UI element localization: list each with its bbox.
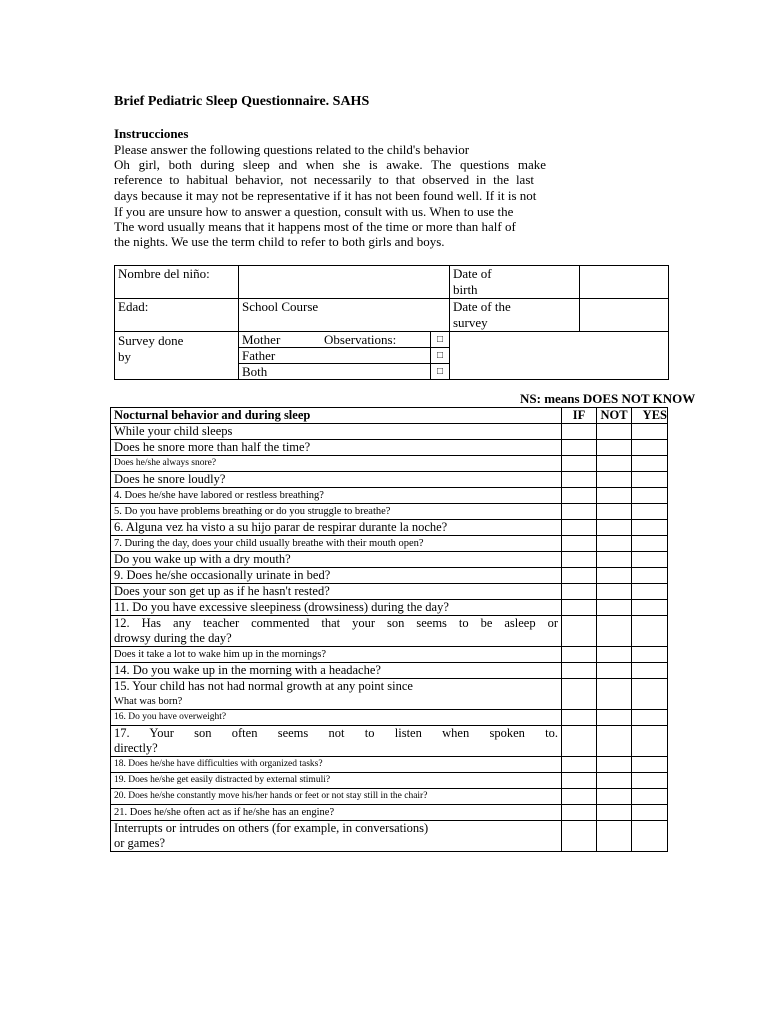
question-cell — [111, 520, 562, 536]
question-cell — [111, 424, 562, 440]
table-row — [111, 647, 668, 663]
answer-if-cell[interactable] — [562, 568, 597, 584]
answer-if-cell[interactable] — [562, 456, 597, 472]
question-cell — [111, 773, 562, 789]
question-text: drowsy during the day? — [114, 631, 232, 645]
answer-if-cell[interactable] — [562, 647, 597, 663]
answer-if-cell[interactable] — [562, 616, 597, 647]
checkbox-mother[interactable]: □ — [431, 332, 450, 348]
question-cell — [111, 616, 562, 647]
answer-yes-cell[interactable] — [632, 472, 668, 488]
table-row — [111, 663, 668, 679]
answer-not-cell[interactable] — [597, 726, 632, 757]
answer-yes-cell[interactable] — [632, 710, 668, 726]
instructions-line: The word usually means that it happens most of the time or more than half of — [114, 219, 516, 234]
col-not-header: NOT — [597, 408, 632, 424]
answer-if-cell[interactable] — [562, 757, 597, 773]
question-text: 18. Does he/she have difficulties with organized tasks? — [114, 759, 323, 769]
question-cell — [111, 821, 562, 852]
table-row — [111, 440, 668, 456]
dob-field[interactable] — [580, 266, 669, 299]
dob-label — [450, 266, 580, 299]
instructions-line: days because it may not be representative if it has not been found well. If it is not — [114, 188, 537, 203]
answer-not-cell[interactable] — [597, 789, 632, 805]
answer-not-cell[interactable] — [597, 552, 632, 568]
answer-yes-cell[interactable] — [632, 821, 668, 852]
survey-date-field[interactable] — [580, 299, 669, 332]
question-cell — [111, 726, 562, 757]
question-text: Does he snore loudly? — [114, 472, 226, 486]
survey-done-label-line: Survey done — [118, 333, 184, 348]
answer-not-cell[interactable] — [597, 424, 632, 440]
survey-date-label-line: Date of the — [453, 299, 511, 314]
question-text: 14. Do you wake up in the morning with a headache? — [114, 663, 381, 677]
answer-not-cell[interactable] — [597, 536, 632, 552]
question-text: directly? — [114, 741, 158, 755]
answer-yes-cell[interactable] — [632, 424, 668, 440]
question-text: 17. Your son often seems not to listen when spoken to. — [114, 726, 558, 740]
table-row — [111, 821, 668, 852]
table-row — [111, 616, 668, 647]
respondent-both: Both — [242, 364, 268, 379]
table-row — [111, 504, 668, 520]
school-course-label: School Course — [239, 299, 450, 332]
question-text: or games? — [114, 836, 166, 850]
answer-yes-cell[interactable] — [632, 726, 668, 757]
table-row — [111, 568, 668, 584]
checkbox-both[interactable]: □ — [431, 364, 450, 380]
question-text: Does your son get up as if he hasn't rested? — [114, 584, 330, 598]
answer-yes-cell[interactable] — [632, 456, 668, 472]
table-row — [111, 520, 668, 536]
table-row — [111, 710, 668, 726]
page-title: Brief Pediatric Sleep Questionnaire. SAHS — [114, 94, 370, 109]
answer-not-cell[interactable] — [597, 679, 632, 710]
table-row — [111, 773, 668, 789]
answer-not-cell[interactable] — [597, 472, 632, 488]
observations-cell[interactable] — [324, 332, 669, 380]
question-text: Does he snore more than half the time? — [114, 440, 311, 454]
question-text: 4. Does he/she have labored or restless breathing? — [114, 490, 324, 501]
answer-yes-cell[interactable] — [632, 552, 668, 568]
respondent-mother: Mother — [239, 332, 431, 348]
answer-if-cell[interactable] — [562, 726, 597, 757]
question-text: Interrupts or intrudes on others (for example, in conversations) — [114, 821, 429, 835]
answer-not-cell[interactable] — [597, 616, 632, 647]
answer-yes-cell[interactable] — [632, 773, 668, 789]
question-cell — [111, 536, 562, 552]
survey-date-label — [450, 299, 580, 332]
answer-yes-cell[interactable] — [632, 520, 668, 536]
question-text: 11. Do you have excessive sleepiness (drowsiness) during the day? — [114, 600, 449, 614]
question-cell — [111, 456, 562, 472]
answer-not-cell[interactable] — [597, 773, 632, 789]
answer-yes-cell[interactable] — [632, 679, 668, 710]
table-row — [111, 600, 668, 616]
question-cell — [111, 757, 562, 773]
answer-if-cell[interactable] — [562, 440, 597, 456]
answer-yes-cell[interactable] — [632, 488, 668, 504]
question-text: 20. Does he/she constantly move his/her hands or feet or not stay still in the chair? — [114, 791, 428, 801]
table-row — [111, 584, 668, 600]
question-cell — [111, 584, 562, 600]
table-row — [111, 789, 668, 805]
question-cell — [111, 504, 562, 520]
survey-date-label-line: survey — [453, 315, 488, 330]
question-cell — [111, 440, 562, 456]
answer-not-cell[interactable] — [597, 520, 632, 536]
answer-if-cell[interactable] — [562, 488, 597, 504]
answer-yes-cell[interactable] — [632, 757, 668, 773]
question-cell — [111, 472, 562, 488]
question-text: Does he/she always snore? — [114, 458, 217, 468]
question-cell — [111, 805, 562, 821]
table-row — [111, 726, 668, 757]
answer-yes-cell[interactable] — [632, 536, 668, 552]
answer-not-cell[interactable] — [597, 757, 632, 773]
table-row — [111, 757, 668, 773]
answer-not-cell[interactable] — [597, 440, 632, 456]
question-text: 9. Does he/she occasionally urinate in bed? — [114, 568, 331, 582]
question-cell — [111, 663, 562, 679]
answer-if-cell[interactable] — [562, 663, 597, 679]
answer-not-cell[interactable] — [597, 456, 632, 472]
table-row — [111, 536, 668, 552]
respondent-father: Father — [239, 348, 431, 364]
answer-yes-cell[interactable] — [632, 616, 668, 647]
question-cell — [111, 647, 562, 663]
answer-if-cell[interactable] — [562, 821, 597, 852]
answer-if-cell[interactable] — [562, 710, 597, 726]
section-header: Nocturnal behavior and during sleep — [111, 408, 562, 424]
answer-if-cell[interactable] — [562, 552, 597, 568]
question-cell — [111, 552, 562, 568]
table-row — [111, 552, 668, 568]
question-text: While your child sleeps — [114, 424, 233, 438]
question-text: 16. Do you have overweight? — [114, 712, 227, 722]
col-yes-header: YES — [632, 408, 668, 424]
instructions-line: If you are unsure how to answer a question, consult with us. When to use the — [114, 204, 514, 219]
answer-yes-cell[interactable] — [632, 440, 668, 456]
answer-not-cell[interactable] — [597, 647, 632, 663]
answer-if-cell[interactable] — [562, 536, 597, 552]
answer-if-cell[interactable] — [562, 424, 597, 440]
instructions-line: Please answer the following questions related to the child's behavior — [114, 142, 470, 157]
answer-if-cell[interactable] — [562, 789, 597, 805]
age-label: Edad: — [115, 299, 239, 332]
question-text: 21. Does he/she often act as if he/she has an engine? — [114, 807, 335, 818]
answer-yes-cell[interactable] — [632, 600, 668, 616]
answer-yes-cell[interactable] — [632, 805, 668, 821]
table-row — [111, 456, 668, 472]
question-text: 7. During the day, does your child usually breathe with their mouth open? — [114, 538, 424, 549]
answer-if-cell[interactable] — [562, 472, 597, 488]
instructions-line: Oh girl, both during sleep and when she is awake. The questions make — [114, 157, 546, 172]
answer-yes-cell[interactable] — [632, 568, 668, 584]
table-row — [111, 472, 668, 488]
child-name-label: Nombre del niño: — [115, 266, 239, 299]
answer-not-cell[interactable] — [597, 805, 632, 821]
dob-label-line: Date of — [453, 266, 492, 281]
answer-if-cell[interactable] — [562, 773, 597, 789]
checkbox-father[interactable]: □ — [431, 348, 450, 364]
answer-not-cell[interactable] — [597, 568, 632, 584]
question-text: 19. Does he/she get easily distracted by external stimuli? — [114, 775, 331, 785]
survey-done-by-label — [115, 332, 239, 380]
question-cell — [111, 710, 562, 726]
answer-if-cell[interactable] — [562, 805, 597, 821]
table-row — [111, 488, 668, 504]
answer-yes-cell[interactable] — [632, 663, 668, 679]
question-cell — [111, 568, 562, 584]
answer-not-cell[interactable] — [597, 663, 632, 679]
instructions-line: the nights. We use the term child to refer to both girls and boys. — [114, 234, 445, 249]
answer-if-cell[interactable] — [562, 504, 597, 520]
question-text: Do you wake up with a dry mouth? — [114, 552, 291, 566]
question-cell — [111, 789, 562, 805]
question-text: 15. Your child has not had normal growth at any point since — [114, 679, 413, 693]
answer-not-cell[interactable] — [597, 710, 632, 726]
answer-not-cell[interactable] — [597, 821, 632, 852]
child-info-table — [114, 265, 669, 380]
instructions-heading: Instrucciones — [114, 126, 189, 141]
question-cell — [111, 679, 562, 710]
table-row — [111, 805, 668, 821]
instructions-line: reference to habitual behavior, not necessarily to that observed in the last — [114, 172, 534, 187]
answer-yes-cell[interactable] — [632, 584, 668, 600]
question-cell — [111, 600, 562, 616]
answer-not-cell[interactable] — [597, 584, 632, 600]
question-text: 12. Has any teacher commented that your son seems to be asleep or — [114, 616, 558, 630]
question-text: 6. Alguna vez ha visto a su hijo parar de respirar durante la noche? — [114, 520, 448, 534]
answer-if-cell[interactable] — [562, 600, 597, 616]
question-text: 5. Do you have problems breathing or do you struggle to breathe? — [114, 506, 391, 517]
question-text: Does it take a lot to wake him up in the mornings? — [114, 649, 326, 660]
child-name-field[interactable] — [239, 266, 450, 299]
table-row — [111, 679, 668, 710]
table-row — [111, 424, 668, 440]
question-cell — [111, 488, 562, 504]
answer-yes-cell[interactable] — [632, 789, 668, 805]
sleep-questions-table — [110, 407, 668, 852]
observations-label: Observations: — [324, 332, 397, 347]
answer-not-cell[interactable] — [597, 488, 632, 504]
question-text: What was born? — [114, 696, 183, 707]
col-if-header: IF — [562, 408, 597, 424]
answer-not-cell[interactable] — [597, 600, 632, 616]
ns-note: NS: means DOES NOT KNOW — [520, 391, 696, 406]
dob-label-line: birth — [453, 282, 478, 297]
survey-done-label-line: by — [118, 349, 131, 364]
answer-yes-cell[interactable] — [632, 504, 668, 520]
answer-yes-cell[interactable] — [632, 647, 668, 663]
answer-if-cell[interactable] — [562, 679, 597, 710]
answer-not-cell[interactable] — [597, 504, 632, 520]
answer-if-cell[interactable] — [562, 584, 597, 600]
answer-if-cell[interactable] — [562, 520, 597, 536]
